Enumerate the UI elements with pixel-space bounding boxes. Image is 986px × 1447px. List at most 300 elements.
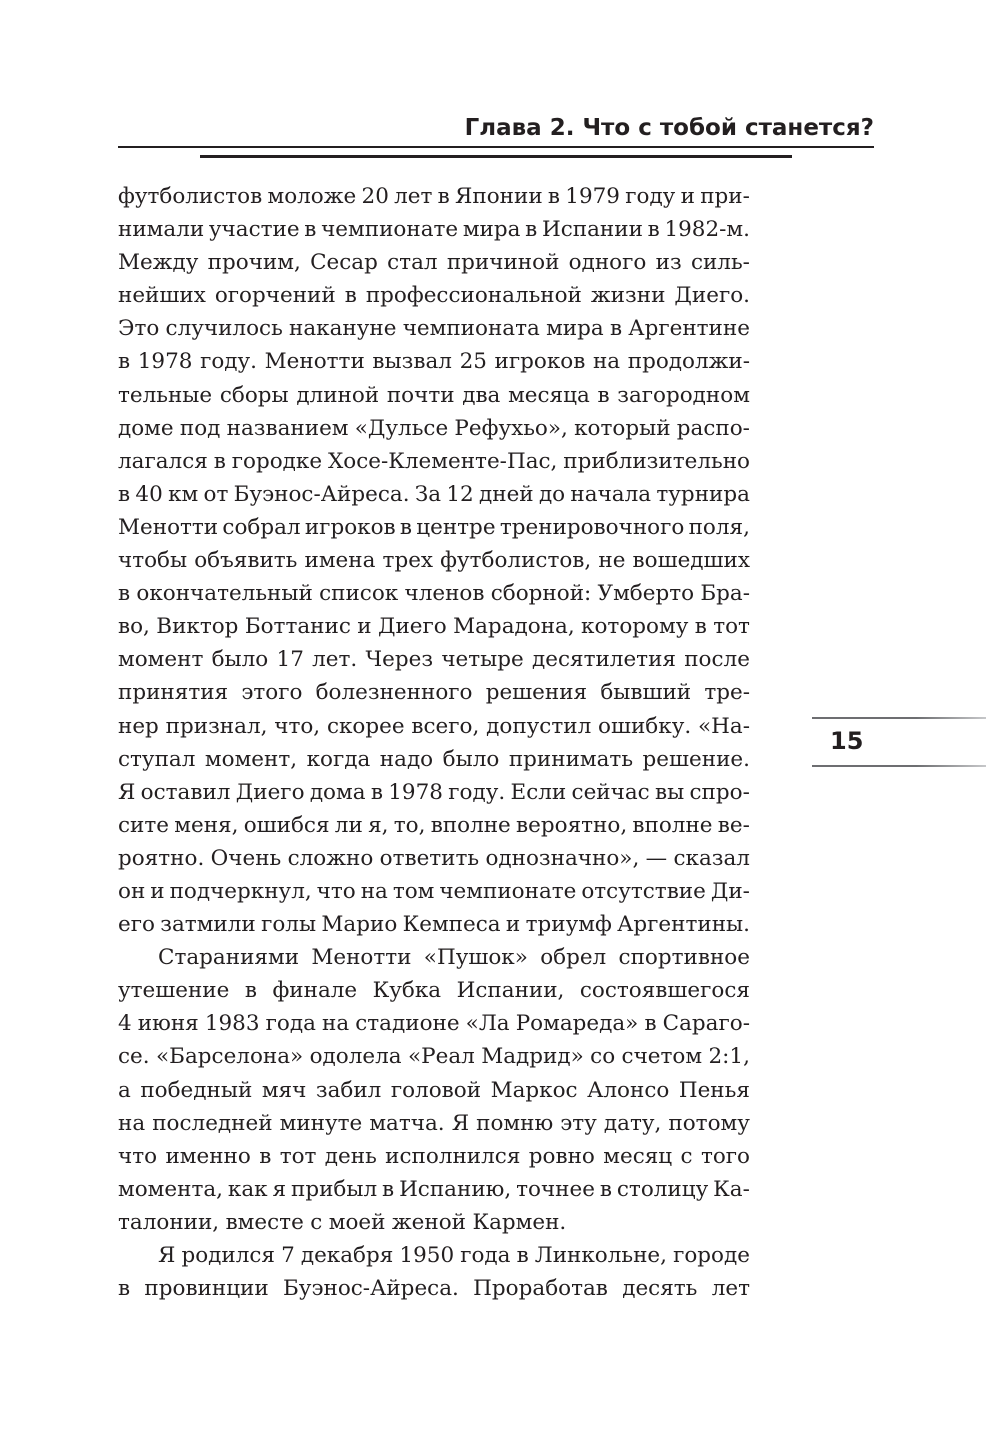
- word: из: [655, 250, 682, 276]
- word: 4: [118, 1011, 132, 1037]
- word: матча.: [369, 1110, 445, 1136]
- word: 7: [281, 1243, 295, 1268]
- word: Сесар: [310, 250, 378, 276]
- page-number-tab: [812, 712, 986, 768]
- word: что: [316, 878, 356, 904]
- word: и: [680, 184, 695, 209]
- word: столицу: [616, 1176, 709, 1202]
- text-line: [118, 941, 750, 974]
- word: почти: [386, 382, 455, 408]
- word: решения: [485, 680, 588, 706]
- word: трех: [382, 548, 434, 574]
- word: в: [118, 349, 131, 375]
- word: сите: [118, 812, 169, 838]
- word: футболистов,: [440, 548, 592, 574]
- word: Я: [451, 1110, 470, 1136]
- folio-rule-bottom: [812, 765, 986, 767]
- word: в: [644, 1011, 657, 1037]
- word: оставил: [140, 779, 231, 805]
- word: членов: [404, 581, 485, 607]
- word: 12: [446, 481, 474, 507]
- word: «Барселона»: [156, 1044, 304, 1070]
- word: се.: [118, 1044, 150, 1070]
- word: «Пушок»: [423, 945, 528, 971]
- word: тот: [713, 614, 750, 640]
- word: Очень: [210, 845, 282, 871]
- word: того: [700, 1143, 750, 1169]
- running-head-chapter-title: Глава 2. Что с тобой станется?: [464, 115, 874, 141]
- word: игроков: [494, 349, 586, 375]
- folio-rule-top: [812, 717, 986, 719]
- word: именно: [165, 1143, 251, 1169]
- word: мира: [462, 217, 521, 243]
- word: триумф: [525, 912, 612, 938]
- word: Буэнос-Айреса.: [283, 1276, 459, 1302]
- word: помню: [476, 1110, 554, 1136]
- page-number: 15: [830, 727, 864, 755]
- word: Буэнос-Айреса.: [233, 481, 410, 507]
- text-line: [118, 1140, 750, 1173]
- word: я,: [368, 812, 389, 838]
- word: Кубка: [372, 978, 442, 1004]
- word: стал: [387, 250, 438, 276]
- text-line: [118, 676, 750, 709]
- word: нимали: [118, 217, 205, 243]
- word: месяц: [603, 1143, 673, 1169]
- word: году.: [448, 779, 506, 805]
- word: десять: [622, 1276, 698, 1302]
- word: мира: [546, 316, 604, 342]
- word: моей: [328, 1209, 386, 1235]
- word: спро-: [689, 779, 750, 805]
- word: Проработав: [473, 1276, 608, 1302]
- word: сборной:: [490, 581, 592, 607]
- word: скорее: [326, 713, 405, 739]
- text-line: [118, 809, 750, 842]
- word: 1982-м.: [664, 217, 750, 243]
- word: причиной: [446, 250, 560, 276]
- word: турнира: [656, 481, 750, 507]
- word: Хосе-Клементе-Пас,: [327, 448, 558, 474]
- word: нейших: [118, 283, 206, 309]
- text-line: [118, 511, 750, 544]
- word: Если: [510, 779, 567, 805]
- text-line: [118, 1107, 750, 1140]
- word: ступал: [118, 746, 196, 772]
- word: сейчас: [571, 779, 650, 805]
- word: Аргентины.: [617, 912, 750, 938]
- text-line: [118, 279, 750, 312]
- word: прочим,: [207, 250, 301, 276]
- word: провинции: [144, 1276, 269, 1302]
- word: в: [259, 1143, 272, 1169]
- word: Марио: [321, 912, 398, 938]
- word: то,: [393, 812, 426, 838]
- word: забил: [315, 1077, 382, 1103]
- word: его: [118, 912, 155, 938]
- word: Стараниями: [158, 945, 300, 971]
- word: не: [598, 548, 626, 574]
- word: спортивное: [618, 945, 750, 971]
- word: «На-: [698, 713, 750, 739]
- word: вероятно,: [516, 812, 628, 838]
- word: силь-: [690, 250, 750, 276]
- word: список: [319, 581, 399, 607]
- word: лет.: [312, 647, 358, 673]
- word: «Реал: [407, 1044, 475, 1070]
- word: одолела: [309, 1044, 402, 1070]
- word: в: [213, 448, 226, 474]
- word: Пенья: [678, 1077, 750, 1103]
- word: с: [680, 1143, 693, 1169]
- text-line: [118, 345, 750, 378]
- word: было: [211, 647, 269, 673]
- word: «Дульсе: [354, 415, 449, 441]
- text-line: [118, 710, 750, 743]
- word: лагался: [118, 448, 208, 474]
- header-rule-top: [118, 146, 874, 148]
- word: Рефухьо»,: [454, 415, 568, 441]
- word: чемпионате: [321, 217, 459, 243]
- word: принятия: [118, 680, 229, 706]
- word: 40: [135, 481, 163, 507]
- word: талонии,: [118, 1209, 220, 1235]
- word: ли: [334, 812, 363, 838]
- text-line: [118, 776, 750, 809]
- text-line: [118, 1173, 750, 1206]
- word: Ромареда»: [515, 1011, 639, 1037]
- word: За: [414, 481, 442, 507]
- header-rule-bottom: [200, 155, 792, 158]
- word: ровно: [528, 1143, 595, 1169]
- word: окончательный: [136, 581, 313, 607]
- word: Испании,: [456, 978, 565, 1004]
- text-line: [118, 478, 750, 511]
- word: десятилетия: [532, 647, 676, 673]
- word: тот: [279, 1143, 317, 1169]
- word: в: [118, 581, 131, 607]
- word: 1978: [137, 349, 193, 375]
- text-line: [118, 1272, 750, 1305]
- word: —: [645, 845, 668, 871]
- word: тельные: [118, 382, 213, 408]
- word: огорчений: [214, 283, 336, 309]
- word: на: [322, 1011, 350, 1037]
- word: дату,: [603, 1110, 662, 1136]
- text-line: [118, 842, 750, 875]
- word: момент,: [204, 746, 298, 772]
- word: вошедших: [632, 548, 750, 574]
- word: Сараго-: [662, 1011, 750, 1037]
- text-line: [118, 412, 750, 445]
- word: ошибся: [243, 812, 330, 838]
- word: болезненного: [315, 680, 473, 706]
- text-line: [118, 643, 750, 676]
- word: Линкольне,: [534, 1243, 667, 1268]
- word: которому: [581, 614, 689, 640]
- word: Кемпеса: [402, 912, 501, 938]
- word: подчеркнул,: [169, 878, 312, 904]
- word: Марадона,: [453, 614, 575, 640]
- text-line: [118, 1007, 750, 1040]
- word: Диего.: [674, 283, 750, 309]
- text-line: [118, 312, 750, 345]
- word: 2:1,: [708, 1044, 750, 1070]
- word: 1950: [399, 1243, 455, 1268]
- text-line: [118, 577, 750, 610]
- word: вызвал: [372, 349, 452, 375]
- word: принимать: [508, 746, 634, 772]
- word: вы: [655, 779, 685, 805]
- word: распо-: [676, 415, 750, 441]
- word: года: [265, 1011, 316, 1037]
- word: он: [118, 878, 146, 904]
- word: в: [516, 1243, 529, 1268]
- word: решение.: [642, 746, 750, 772]
- word: в: [370, 779, 383, 805]
- word: 1979: [565, 184, 620, 209]
- word: сборы: [219, 382, 289, 408]
- word: победный: [140, 1077, 253, 1103]
- word: меня,: [174, 812, 239, 838]
- word: Через: [365, 647, 434, 673]
- word: лет: [394, 184, 433, 209]
- word: жизни: [590, 283, 666, 309]
- word: потому: [668, 1110, 750, 1136]
- word: когда: [306, 746, 371, 772]
- word: и: [505, 912, 521, 938]
- word: и: [150, 878, 165, 904]
- word: 20: [361, 184, 389, 209]
- word: месяца: [508, 382, 590, 408]
- word: году.: [200, 349, 258, 375]
- word: Бра-: [700, 581, 750, 607]
- word: на: [592, 349, 621, 375]
- word: роятно.: [118, 845, 205, 871]
- word: на: [360, 878, 388, 904]
- word: чтобы: [118, 548, 188, 574]
- word: ошибку.: [598, 713, 692, 739]
- word: в: [304, 217, 317, 243]
- word: 25: [459, 349, 487, 375]
- word: всего,: [411, 713, 480, 739]
- word: Виктор: [156, 614, 239, 640]
- word: что,: [274, 713, 321, 739]
- word: 1978: [388, 779, 443, 805]
- word: счетом: [621, 1044, 703, 1070]
- word: Испании: [541, 217, 643, 243]
- word: декабря: [300, 1243, 394, 1268]
- word: в: [437, 184, 450, 209]
- text-line: [118, 544, 750, 577]
- word: стадионе: [355, 1011, 460, 1037]
- word: Японии: [455, 184, 543, 209]
- word: головой: [390, 1077, 482, 1103]
- word: доме: [118, 415, 174, 441]
- word: Алонсо: [587, 1077, 670, 1103]
- word: эту: [560, 1110, 597, 1136]
- word: Я: [158, 1243, 176, 1268]
- word: моложе: [267, 184, 357, 209]
- word: обрел: [540, 945, 607, 971]
- word: в: [609, 316, 623, 342]
- text-line: [118, 445, 750, 478]
- word: Испанию,: [399, 1176, 512, 1202]
- text-line: [118, 1206, 750, 1239]
- text-line: [118, 246, 750, 279]
- word: при-: [700, 184, 750, 209]
- word: последней: [152, 1110, 273, 1136]
- word: июня: [137, 1011, 199, 1037]
- word: в: [547, 184, 561, 209]
- word: а: [118, 1077, 131, 1103]
- word: как: [227, 1176, 268, 1202]
- word: в: [597, 382, 610, 408]
- word: со: [590, 1044, 616, 1070]
- word: загородном: [617, 382, 750, 408]
- word: центре: [416, 514, 496, 540]
- word: в: [344, 283, 357, 309]
- word: было: [442, 746, 500, 772]
- word: нер: [118, 713, 159, 739]
- word: названием: [226, 415, 349, 441]
- word: от: [203, 481, 229, 507]
- word: приблизительно: [563, 448, 750, 474]
- word: Ка-: [713, 1176, 750, 1202]
- text-line: [118, 213, 750, 246]
- word: года: [460, 1243, 511, 1268]
- word: Это: [118, 316, 160, 342]
- word: лет: [711, 1276, 750, 1302]
- word: Менотти: [264, 349, 365, 375]
- word: четыре: [441, 647, 524, 673]
- word: точнее: [516, 1176, 595, 1202]
- word: исполнился: [385, 1143, 521, 1169]
- word: км: [168, 481, 199, 507]
- word: случилось: [165, 316, 283, 342]
- word: продолжи-: [627, 349, 750, 375]
- text-line: [118, 875, 750, 908]
- word: в: [244, 978, 257, 1004]
- word: сложно: [287, 845, 374, 871]
- word: участие: [208, 217, 300, 243]
- word: однозначно»,: [485, 845, 640, 871]
- text-line: [118, 1074, 750, 1107]
- text-line: [118, 1239, 750, 1272]
- word: поля,: [688, 514, 750, 540]
- word: дней: [479, 481, 534, 507]
- word: под: [179, 415, 221, 441]
- word: мяч: [261, 1077, 307, 1103]
- word: Менотти: [118, 514, 219, 540]
- word: ве-: [717, 812, 750, 838]
- word: тре-: [704, 680, 750, 706]
- word: 17: [276, 647, 304, 673]
- text-line: [118, 610, 750, 643]
- word: в: [694, 614, 707, 640]
- word: игроков: [304, 514, 396, 540]
- word: на: [118, 1110, 146, 1136]
- text-line: [118, 743, 750, 776]
- word: Между: [118, 250, 199, 276]
- word: 1983: [204, 1011, 260, 1037]
- word: длиной: [296, 382, 380, 408]
- word: Умберто: [597, 581, 695, 607]
- word: собрал: [222, 514, 301, 540]
- word: в: [382, 1176, 395, 1202]
- word: Менотти: [311, 945, 412, 971]
- text-line: [118, 180, 750, 213]
- word: «Ла: [465, 1011, 510, 1037]
- word: во,: [118, 614, 150, 640]
- word: после: [684, 647, 750, 673]
- word: я: [272, 1176, 287, 1202]
- word: ответить: [379, 845, 480, 871]
- word: надо: [379, 746, 434, 772]
- word: том: [392, 878, 435, 904]
- word: дома: [309, 779, 366, 805]
- word: Мадрид»: [481, 1044, 584, 1070]
- word: момента,: [118, 1176, 223, 1202]
- word: Маркос: [490, 1077, 578, 1103]
- word: начала: [570, 481, 652, 507]
- word: до: [538, 481, 566, 507]
- word: в: [118, 1276, 131, 1302]
- word: году: [625, 184, 676, 209]
- word: этого: [241, 680, 303, 706]
- word: признал,: [165, 713, 268, 739]
- word: городке: [231, 448, 323, 474]
- word: Ди-: [710, 878, 750, 904]
- word: голы: [261, 912, 317, 938]
- word: профессиональной: [365, 283, 582, 309]
- word: и: [357, 614, 372, 640]
- word: одного: [568, 250, 647, 276]
- word: тренировочного: [499, 514, 685, 540]
- word: Аргентине: [628, 316, 750, 342]
- word: чемпионате: [439, 878, 577, 904]
- word: финале: [272, 978, 358, 1004]
- word: состоявшегося: [579, 978, 750, 1004]
- word: с: [310, 1209, 323, 1235]
- text-line: [118, 908, 750, 941]
- word: Я: [118, 779, 136, 805]
- word: футболистов: [118, 184, 263, 209]
- text-line: [118, 974, 750, 1007]
- word: отсутствие: [581, 878, 706, 904]
- word: который: [574, 415, 671, 441]
- word: чемпионата: [402, 316, 540, 342]
- word: минуте: [279, 1110, 363, 1136]
- word: два: [462, 382, 501, 408]
- word: городе: [673, 1243, 750, 1268]
- word: Боттанис: [244, 614, 351, 640]
- word: родился: [181, 1243, 275, 1268]
- text-line: [118, 1040, 750, 1073]
- word: утешение: [118, 978, 230, 1004]
- word: имена: [304, 548, 376, 574]
- word: в: [647, 217, 660, 243]
- word: Кармен.: [472, 1209, 567, 1235]
- word: вполне: [632, 812, 713, 838]
- word: в: [118, 481, 131, 507]
- word: в: [525, 217, 538, 243]
- word: женой: [391, 1209, 466, 1235]
- word: бывший: [600, 680, 692, 706]
- word: сказал: [673, 845, 750, 871]
- body-text: [118, 180, 750, 1305]
- word: объявить: [194, 548, 298, 574]
